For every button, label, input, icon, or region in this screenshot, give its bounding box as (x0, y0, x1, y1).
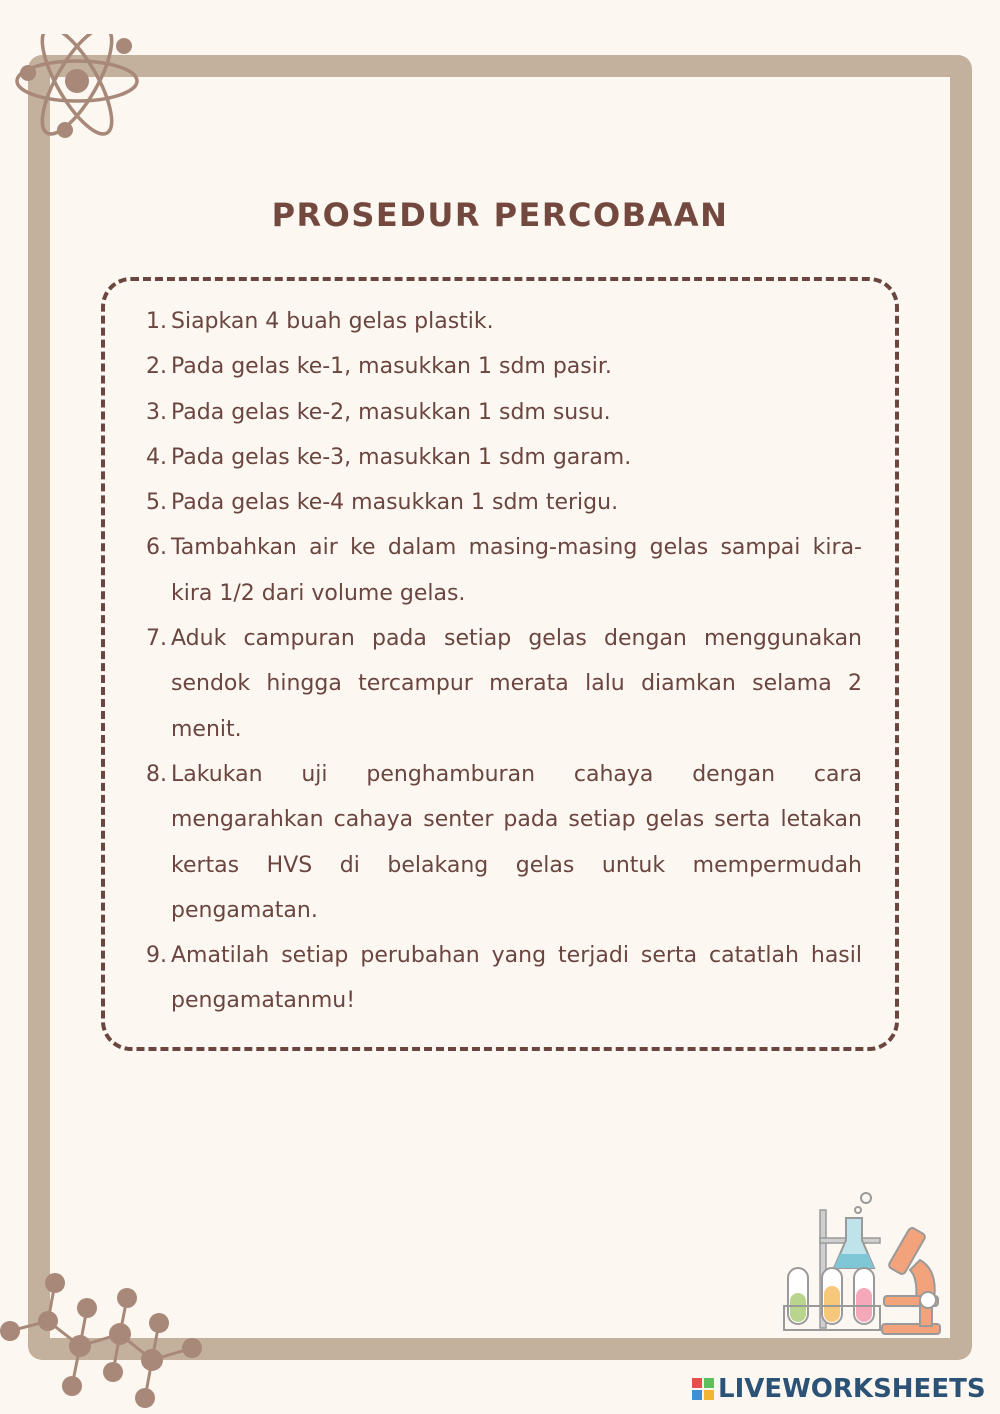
step-text: Tambahkan air ke dalam masing-masing gelas sampai kira-kira 1/2 dari volume gelas. (171, 535, 862, 606)
step-text: Pada gelas ke-3, masukkan 1 sdm garam. (171, 444, 632, 470)
step-text: Pada gelas ke-2, masukkan 1 sdm susu. (171, 399, 611, 425)
step-number: 9. (146, 943, 167, 969)
brand-name: LIVEWORKSHEETS (718, 1374, 986, 1404)
step-number: 1. (146, 309, 167, 334)
step-text: Pada gelas ke-1, masukkan 1 sdm pasir. (171, 354, 612, 380)
step-number: 5. (146, 490, 167, 516)
list-item (146, 480, 862, 525)
step-number: 4. (146, 444, 167, 470)
step-text: Aduk campuran pada setiap gelas dengan menggunakan sendok hingga tercampur merata lalu diamkan selama 2 menit. (171, 626, 862, 742)
brand-logo (692, 1371, 986, 1407)
step-text: Siapkan 4 buah gelas plastik. (171, 309, 494, 334)
step-text: Amatilah setiap perubahan yang terjadi serta catatlah hasil pengamatanmu! (171, 943, 862, 1014)
lab-equipment-icon (780, 1188, 945, 1338)
list-item (146, 752, 862, 933)
molecule-icon (0, 1268, 210, 1414)
procedure-list (146, 299, 862, 1024)
step-text: Pada gelas ke-4 masukkan 1 sdm terigu. (171, 490, 619, 516)
page-title: PROSEDUR PERCOBAAN (271, 196, 729, 234)
list-item (146, 344, 862, 389)
list-item (146, 616, 862, 752)
step-number: 7. (146, 626, 167, 652)
atom-icon (14, 34, 140, 144)
list-item (146, 933, 862, 1024)
step-text: Lakukan uji penghamburan cahaya dengan cara mengarahkan cahaya senter pada setiap gelas serta letakan kertas HVS di belakang gelas untuk mempermudah pengamatan. (171, 761, 862, 923)
step-number: 2. (146, 354, 167, 380)
list-item (146, 299, 862, 344)
step-number: 6. (146, 535, 167, 561)
step-number: 8. (146, 761, 167, 787)
list-item (146, 525, 862, 616)
step-number: 3. (146, 399, 167, 425)
liveworksheets-logo-icon (692, 1376, 714, 1402)
list-item (146, 390, 862, 435)
list-item (146, 435, 862, 480)
